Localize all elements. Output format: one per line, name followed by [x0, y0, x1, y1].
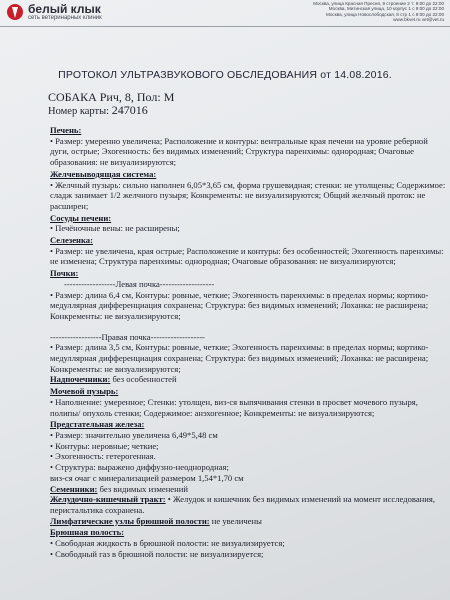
section-heading-kidneys: Почки: [50, 268, 79, 279]
contact-line: Москва, улица Новослободская, 8 стр 1 с 9:00 до 22:00 [326, 11, 444, 17]
fang-logo-icon [6, 3, 24, 21]
card-number-line [48, 104, 428, 118]
card-number-value: 247016 [111, 103, 148, 117]
abdomen-item: • Свободная жидкость в брюшной полости: не визуализируется; [50, 538, 285, 549]
section-text-liver: • Размер: умеренно увеличена; Расположение и контуры: вентральные края печени на уровне реберной дуги, острые; Эхогенность: без видимых изменений; Структура паренхимы: однородная; Очаговые образования: не визуализируются; [50, 135, 428, 168]
letterhead [0, 0, 450, 27]
section-text-testes: без видимых изменений [97, 483, 188, 494]
contact-line: www.bkvet.ru vet@vet.ru [393, 17, 444, 23]
clinic-logo [6, 2, 136, 24]
prostate-item: • Размер: значительно увеличена 6,49*5,48 см [50, 429, 218, 440]
section-heading-liver-vessels: Сосуды печени: [50, 212, 112, 223]
section-heading-lymph: Лимфатические узлы брюшной полости: [50, 515, 210, 526]
section-heading-biliary: Желчевыводящая система: [50, 168, 157, 179]
gi-line [50, 494, 447, 515]
contact-line: Москва, улица Красная Пресня, 9 строение 2 т: 9:00 до 22:00 [313, 1, 444, 6]
lymph-line [50, 516, 447, 527]
section-heading-gi: Желудочно-кишечный тракт: [50, 494, 166, 505]
clinic-contacts [244, 1, 444, 23]
left-kidney-text: • Размер: длина 6,4 см, Контуры: ровные, четкие; Эхогенность паренхимы: в пределах нормы; кортико-медуллярная дифференциация сохранена; Структура: без видимых изменений; Лоханка: не расширена; Конкременты: не визуализируются; [50, 289, 429, 321]
section-heading-adrenals: Надпочечники: [50, 374, 111, 385]
section-heading-testes: Семенники: [50, 483, 98, 494]
section-text-gi: • Желудок и кишечник без видимых изменений на момент исследования, перистальтика сохранена. [50, 494, 435, 515]
patient-info [48, 91, 428, 118]
abdomen-item: • Свободный газ в брюшной полости: не визуализируется; [50, 548, 264, 559]
report-body [50, 124, 447, 559]
section-text-adrenals: без особенностей [110, 374, 177, 385]
section-heading-bladder: Мочевой пузырь: [50, 386, 119, 397]
prostate-item: виз-ся очаг с минерализацией размером 1,54*1,70 см [50, 472, 244, 483]
contact-line: Москва, Митинская улица, 10 корпус 1 с 9:00 до 22:00 [328, 6, 444, 12]
clinic-brand-name: белый клык [28, 2, 101, 16]
testes-line [50, 484, 447, 495]
section-text-liver-vessels: • Печёночные вены: не расширены; [50, 223, 180, 234]
right-kidney-text: • Размер: длина 3,5 см, Контуры: ровные, четкие; Эхогенность паренхимы: в пределах нормы; кортико-медуллярная дифференциация сохранена; Структура: без видимых изменений; Лоханка: не расширена; Конкременты: не визуализируются; [50, 342, 429, 374]
right-kidney-title: ------------------Правая почка------------------- [50, 331, 205, 342]
left-kidney-title: ------------------Левая почка------------------- [64, 278, 215, 289]
section-text-spleen: • Размер: не увеличена, края острые; Расположение и контуры: без особенностей; Эхогенность паренхимы: не изменена; Структура паренхимы: однородная; Очаговые образования: не визуализируются; [50, 245, 444, 267]
document-title: ПРОТОКОЛ УЛЬТРАЗВУКОВОГО ОБСЛЕДОВАНИЯ от 14.08.2016. [58, 69, 392, 81]
section-text-biliary: • Желчный пузырь: сильно наполнен 6,05*3,65 см, форма грушевидная; стенки: не утолщены; Содержимое: сладж занимает 1/2 желчного пузыря; Конкременты: не визуализируются; Общий желчный проток: не расширен; [50, 179, 446, 211]
section-text-bladder: • Наполнение: умеренное; Стенки: утолщен, виз-ся выпячивания стенки в просвет мочевого пузыря, полипы/ опухоль стенки; Содержимое: анэхогенное; Конкременты: не визуализируются; [50, 396, 418, 418]
clinic-tagline: сеть ветеринарных клиник [28, 15, 102, 21]
section-heading-abdomen: Брюшная полость: [50, 527, 125, 538]
section-heading-spleen: Селезенка: [50, 235, 93, 246]
adrenals-line [50, 374, 447, 385]
section-heading-prostate: Предстательная железа: [50, 419, 145, 430]
prostate-item: • Структура: выражено диффузно-неоднородная; [50, 462, 229, 473]
prostate-item: • Контуры: неровные; четкие; [50, 440, 159, 451]
prostate-item: • Эхогенность: гетерогенная. [50, 451, 156, 462]
card-number-label: Номер карты: [48, 106, 112, 117]
section-text-lymph: не увеличены [209, 515, 262, 526]
patient-line: СОБАКА Рич, 8, Пол: М [48, 90, 175, 104]
section-heading-liver: Печень: [50, 125, 82, 135]
